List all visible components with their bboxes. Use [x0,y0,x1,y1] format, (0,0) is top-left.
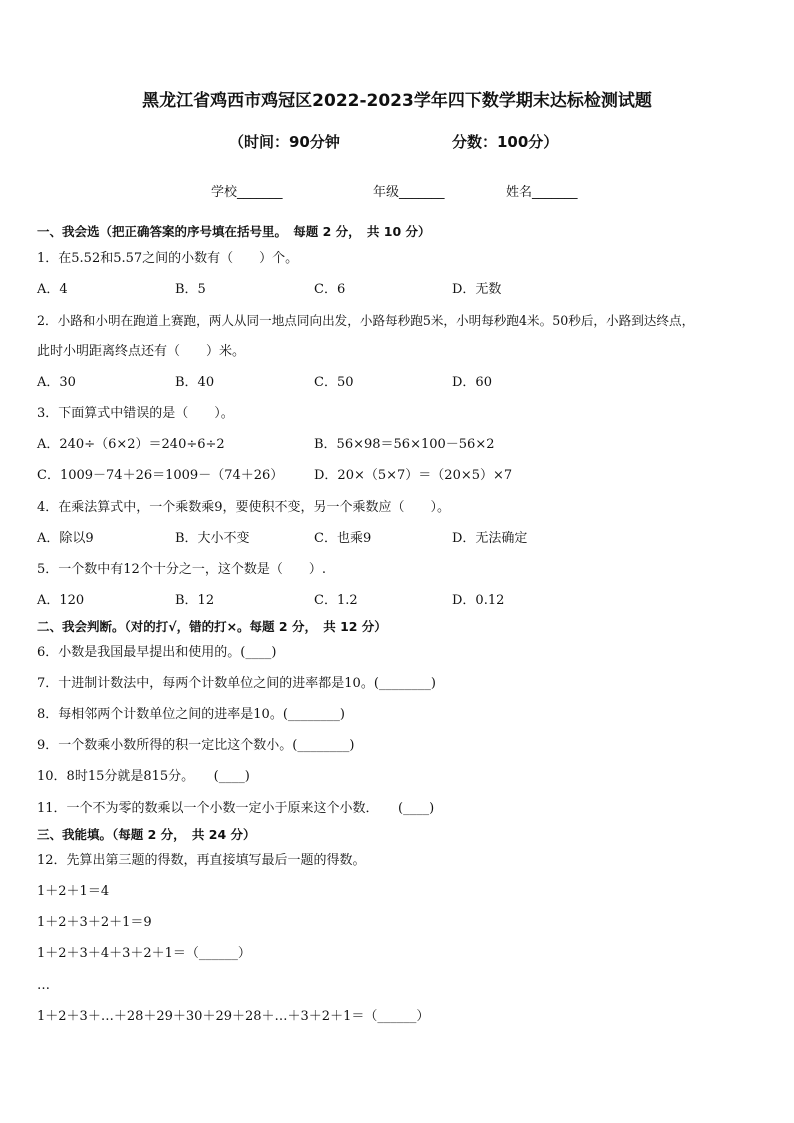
question-11: 11．一个不为零的数乘以一个小数一定小于原来这个小数． (____) [37,801,435,816]
q3-option-a: A．240÷（6×2）＝240÷6÷2 [37,437,225,452]
name-field: 姓名_______ [506,185,578,200]
page-title: 黑龙江省鸡西市鸡冠区2022-2023学年四下数学期末达标检测试题 [142,91,652,111]
school-field: 学校_______ [211,185,283,200]
q5-option-c: C．1.2 [314,593,358,608]
grade-field: 年级_______ [373,185,445,200]
q1-option-d: D．无数 [452,282,502,297]
section-3-heading: 三、我能填。（每题 2 分， 共 24 分） [37,827,256,842]
q1-option-b: B．5 [175,282,206,297]
q1-option-a: A．4 [37,282,68,297]
q2-option-a: A．30 [37,375,76,390]
question-8: 8．每相邻两个计数单位之间的进率是10。(________) [37,707,345,722]
q4-option-d: D．无法确定 [452,531,528,546]
q4-option-c: C．也乘9 [314,531,372,546]
equation-3: 1＋2＋3＋4＋3＋2＋1＝（______） [37,946,251,961]
equation-1: 1＋2＋1＝4 [37,884,110,899]
q1-option-c: C．6 [314,282,346,297]
q2-option-c: C．50 [314,375,354,390]
q2-option-b: B．40 [175,375,215,390]
ellipsis-line: … [37,978,50,993]
question-3: 3．下面算式中错误的是（ ）。 [37,406,234,421]
question-10: 10．8时15分就是815分。 (____) [37,769,250,784]
exam-time: （时间：90分钟 [229,133,340,151]
q5-option-a: A．120 [37,593,85,608]
question-2-line-1: 2．小路和小明在跑道上赛跑，两人从同一地点同向出发，小路每秒跑5米，小明每秒跑4米。50秒后，小路到达终点， [37,313,695,328]
question-5: 5．一个数中有12个十分之一，这个数是（ ）. [37,562,326,577]
q5-option-d: D．0.12 [452,593,505,608]
section-1-heading: 一、我会选（把正确答案的序号填在括号里。 每题 2 分， 共 10 分） [37,224,431,239]
q3-option-c: C．1009－74＋26＝1009－（74＋26） [37,468,284,483]
q4-option-a: A．除以9 [37,531,94,546]
q3-option-d: D．20×（5×7）＝（20×5）×7 [314,468,513,483]
question-7: 7．十进制计数法中，每两个计数单位之间的进率都是10。(________) [37,676,436,691]
q3-option-b: B．56×98＝56×100－56×2 [314,437,495,452]
question-6: 6．小数是我国最早提出和使用的。(____) [37,645,277,660]
question-12: 12．先算出第三题的得数，再直接填写最后一题的得数。 [37,853,366,868]
question-4: 4．在乘法算式中，一个乘数乘9，要使积不变，另一个乘数应（ ）。 [37,500,451,515]
section-2-heading: 二、我会判断。（对的打√，错的打×。每题 2 分， 共 12 分） [37,619,387,634]
q5-option-b: B．12 [175,593,215,608]
exam-score: 分数：100分） [452,133,559,151]
question-1: 1．在5.52和5.57之间的小数有（ ）个。 [37,251,299,266]
question-9: 9．一个数乘小数所得的积一定比这个数小。(________) [37,738,355,753]
question-2-line-2: 此时小明距离终点还有（ ）米。 [37,344,246,359]
equation-2: 1＋2＋3＋2＋1＝9 [37,915,152,930]
q4-option-b: B．大小不变 [175,531,250,546]
equation-final: 1＋2＋3＋…＋28＋29＋30＋29＋28＋…＋3＋2＋1＝（______） [37,1009,430,1024]
q2-option-d: D．60 [452,375,492,390]
